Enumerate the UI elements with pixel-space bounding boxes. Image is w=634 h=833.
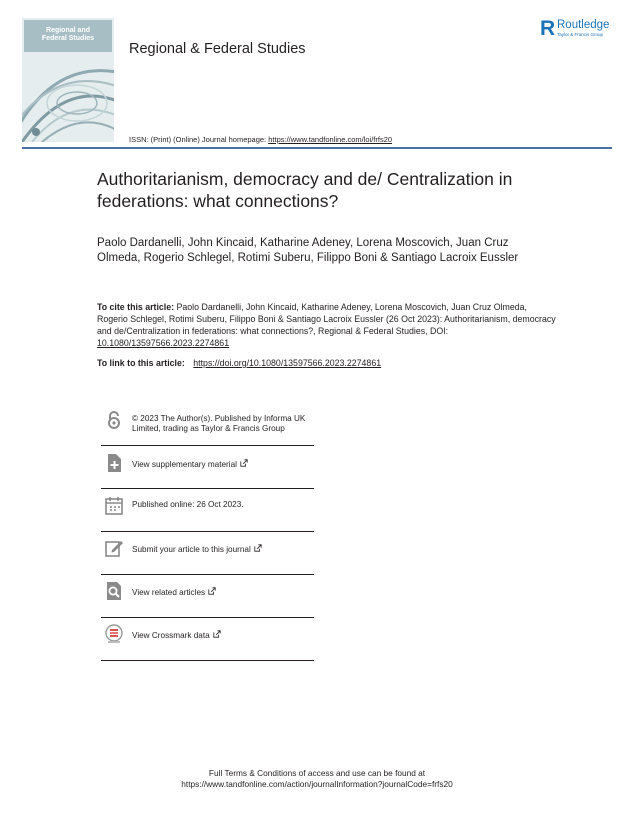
journal-homepage-link[interactable]: https://www.tandfonline.com/loi/frfs20	[268, 135, 393, 144]
related-row[interactable]	[101, 575, 314, 618]
logo-tagline: Taylor & Francis Group	[557, 32, 604, 37]
submit-row[interactable]	[101, 532, 314, 575]
published-date: Published online: 26 Oct 2023.	[132, 500, 244, 509]
supplementary-icon	[104, 453, 124, 473]
article-title: Authoritarianism, democracy and de/ Centralization in federations: what connections?	[97, 169, 513, 211]
terms-line: Full Terms & Conditions of access and use can be found at	[208, 768, 426, 778]
related-link[interactable]: View related articles	[132, 587, 314, 598]
license-text: © 2023 The Author(s). Published by Informa UK Limited, trading as Taylor & Francis Group	[132, 414, 306, 433]
external-link-icon	[213, 630, 221, 638]
link-label: To link to this article:	[97, 358, 185, 368]
article-doi-url[interactable]: https://doi.org/10.1080/13597566.2023.2274861	[193, 358, 382, 368]
cite-text: Paolo Dardanelli, John Kincaid, Katharine Adeney, Lorena Moscovich, Juan Cruz Olmeda, Rogerio Schlegel, Rotimi Suberu, Filippo Boni & Santiago Lacroix Eussler (26 Oct 2023): Authoritarianism, democracy and de/Centralization in federations: what connections?, Regional & Federal Studies, DOI:	[97, 302, 556, 336]
header-divider	[22, 147, 612, 149]
submit-link[interactable]: Submit your article to this journal	[132, 544, 314, 555]
external-link-icon	[240, 459, 248, 467]
related-icon	[104, 581, 124, 601]
crossmark-row[interactable]	[101, 618, 314, 661]
terms-url[interactable]: https://www.tandfonline.com/action/journalInformation?journalCode=frfs20	[181, 779, 453, 789]
routledge-logo	[540, 18, 620, 42]
doi-link[interactable]: 10.1080/13597566.2023.2274861	[97, 338, 230, 348]
open-access-icon	[104, 410, 124, 430]
article-authors: Paolo Dardanelli, John Kincaid, Katharine Adeney, Lorena Moscovich, Juan Cruz Olmeda, Rogerio Schlegel, Rotimi Suberu, Filippo Boni & Santiago Lacroix Eussler	[97, 237, 519, 264]
citation-block	[97, 301, 557, 349]
cover-title: Regional and Federal Studies	[24, 20, 112, 52]
external-link-icon	[208, 587, 216, 595]
supplementary-link[interactable]: View supplementary material	[132, 459, 314, 470]
article-link-block	[97, 358, 557, 368]
terms-footer	[0, 768, 634, 790]
crossmark-icon	[104, 624, 124, 644]
cite-label: To cite this article:	[97, 302, 175, 312]
issn-line	[129, 135, 392, 144]
journal-cover-image	[22, 18, 114, 142]
external-link-icon	[254, 544, 262, 552]
submit-icon	[104, 538, 124, 558]
issn-prefix: ISSN: (Print) (Online) Journal homepage:	[129, 135, 269, 144]
journal-name: Regional & Federal Studies	[129, 41, 306, 57]
crossmark-link[interactable]: View Crossmark data	[132, 630, 314, 641]
published-row	[101, 489, 314, 532]
calendar-icon	[104, 496, 124, 516]
license-row	[101, 408, 314, 446]
routledge-r-icon: R	[540, 17, 556, 40]
supplementary-row[interactable]	[101, 446, 314, 489]
logo-name: Routledge	[557, 19, 610, 31]
